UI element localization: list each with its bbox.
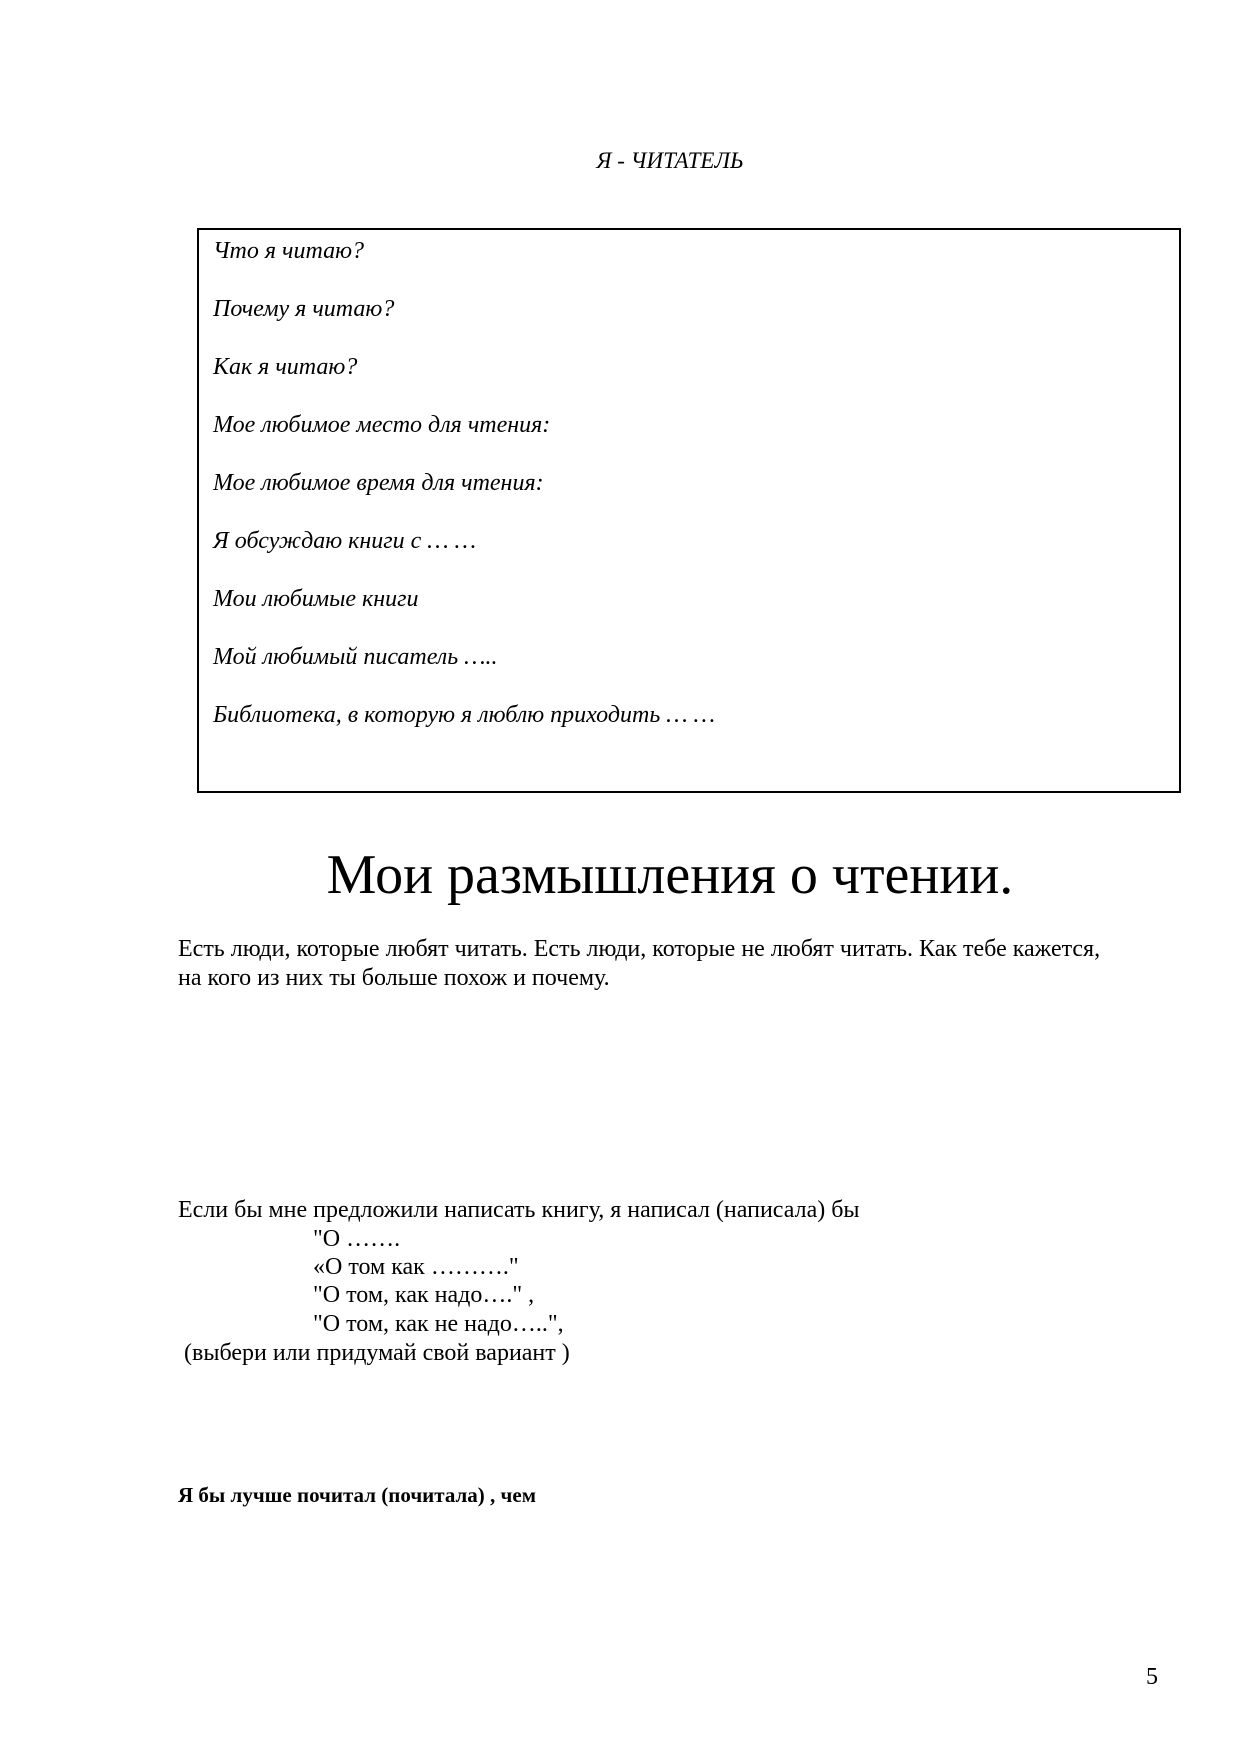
question-item: Я обсуждаю книги с … … (213, 528, 476, 554)
question-item: Что я читаю? (213, 238, 365, 264)
paragraph-line: Есть люди, которые любят читать. Есть люди, которые не любят читать. Как тебе кажется, (178, 936, 1101, 962)
question-item: Как я читаю? (213, 354, 358, 380)
section-title: Я - ЧИТАТЕЛЬ (596, 148, 744, 173)
question-item: Почему я читаю? (213, 296, 395, 322)
question-item: Мое любимое время для чтения: (213, 470, 544, 496)
question-item: Мой любимый писатель ….. (213, 644, 498, 670)
page-heading: Мои размышления о чтении. (326, 844, 1014, 906)
question-item: Мое любимое место для чтения: (213, 412, 551, 438)
book-option: "О том, как надо…." , (313, 1282, 535, 1308)
question-item: Мои любимые книги (213, 586, 419, 612)
reader-questionnaire-box (197, 228, 1181, 793)
bold-prompt: Я бы лучше почитал (почитала) , чем (178, 1483, 537, 1507)
book-option: "О том, как не надо…..", (313, 1311, 564, 1337)
book-hint: (выбери или придумай свой вариант ) (178, 1340, 570, 1366)
question-item: Библиотека, в которую я люблю приходить … … (213, 702, 715, 728)
paragraph-line: на кого из них ты больше похож и почему. (178, 965, 610, 991)
book-option: «О том как ………." (313, 1254, 519, 1280)
book-option: "О ……. (313, 1226, 401, 1252)
book-intro: Если бы мне предложили написать книгу, я написал (написала) бы (178, 1197, 860, 1223)
page-number: 5 (1146, 1664, 1158, 1690)
